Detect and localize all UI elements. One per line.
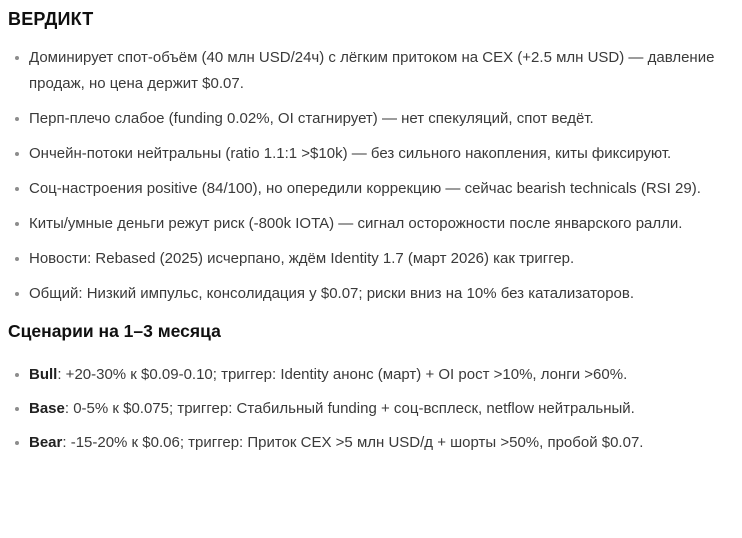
list-item-text: Перп-плечо слабое (funding 0.02%, OI стагнирует) — нет спекуляций, спот ведёт. — [29, 110, 594, 127]
list-item-text: Соц-настроения positive (84/100), но опередили коррекцию — сейчас bearish technicals (RSI 29). — [29, 180, 701, 197]
list-item — [8, 281, 734, 307]
bullet-dot-icon — [15, 152, 19, 156]
bullet-dot-icon — [15, 292, 19, 296]
list-item — [8, 45, 734, 97]
scenarios-list — [8, 362, 734, 456]
list-item-text: Доминирует спот-объём (40 млн USD/24ч) с лёгким притоком на CEX (+2.5 млн USD) — давление продаж, но цена держит $0.07. — [29, 49, 715, 92]
list-item-bear — [8, 430, 734, 456]
list-item-text: Ончейн-потоки нейтральны (ratio 1.1:1 >$10k) — без сильного накопления, киты фиксируют. — [29, 145, 672, 162]
list-item — [8, 106, 734, 132]
list-item-base — [8, 396, 734, 422]
bullet-dot-icon — [15, 117, 19, 121]
list-item-text: Общий: Низкий импульс, консолидация у $0.07; риски вниз на 10% без катализаторов. — [29, 285, 635, 302]
list-item — [8, 141, 734, 167]
scenarios-heading: Сценарии на 1–3 месяца — [8, 321, 221, 341]
list-item-text: Новости: Rebased (2025) исчерпано, ждём Identity 1.7 (март 2026) как триггер. — [29, 250, 575, 267]
scenario-label: Bear — [29, 434, 63, 451]
bullet-dot-icon — [15, 407, 19, 411]
bullet-dot-icon — [15, 187, 19, 191]
verdict-heading: ВЕРДИКТ — [8, 9, 94, 29]
bullet-dot-icon — [15, 441, 19, 445]
verdict-list — [8, 45, 734, 307]
bullet-dot-icon — [15, 257, 19, 261]
scenario-label: Bull — [29, 366, 58, 383]
scenario-text: : 0-5% к $0.075; триггер: Стабильный funding + соц-всплеск, netflow нейтральный. — [64, 400, 635, 417]
list-item — [8, 246, 734, 272]
bullet-dot-icon — [15, 56, 19, 60]
bullet-dot-icon — [15, 222, 19, 226]
list-item-bull — [8, 362, 734, 388]
scenario-text: : -15-20% к $0.06; триггер: Приток CEX >5 млн USD/д + шорты >50%, пробой $0.07. — [62, 434, 644, 451]
scenario-text: : +20-30% к $0.09-0.10; триггер: Identity анонс (март) + OI рост >10%, лонги >60%. — [57, 366, 628, 383]
list-item-text: Киты/умные деньги режут риск (-800k IOTA) — сигнал осторожности после январского ралли. — [29, 215, 683, 232]
scenario-label: Base — [29, 400, 65, 417]
list-item — [8, 176, 734, 202]
bullet-dot-icon — [15, 373, 19, 377]
list-item — [8, 211, 734, 237]
